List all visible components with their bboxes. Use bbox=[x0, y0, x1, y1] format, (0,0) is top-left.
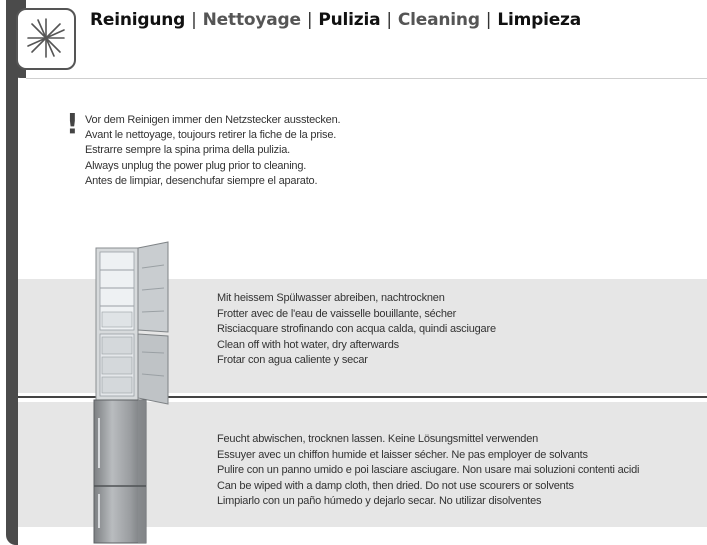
section-line: Risciacquare strofinando con acqua calda, quindi asciugare bbox=[217, 323, 496, 335]
fridge-closed-icon bbox=[88, 398, 152, 545]
title-separator: | bbox=[485, 10, 492, 30]
warning-line-es: Antes de limpiar, desenchufar siempre el aparato. bbox=[85, 174, 318, 187]
section-line: Essuyer avec un chiffon humide et laisser sécher. Ne pas employer de solvants bbox=[217, 448, 588, 461]
title-separator: | bbox=[386, 10, 392, 30]
fridge-open-icon bbox=[92, 240, 172, 406]
section-line: Clean off with hot water, dry afterwards bbox=[217, 338, 399, 351]
warning-line-en: Always unplug the power plug prior to cleaning. bbox=[85, 159, 307, 172]
page-title bbox=[90, 10, 581, 30]
left-rail bbox=[6, 0, 18, 545]
warning-line-it: Estrarre sempre la spina prima della pulizia. bbox=[85, 144, 290, 157]
header-divider bbox=[26, 78, 707, 79]
title-en: Cleaning bbox=[397, 10, 480, 30]
title-fr: Nettoyage bbox=[202, 10, 301, 30]
warning-icon: ! bbox=[66, 107, 79, 140]
section-line: Frotter avec de l'eau de vaisselle bouillante, sécher bbox=[217, 307, 457, 320]
warning-text bbox=[85, 113, 340, 189]
section-line: Limpiarlo con un paño húmedo y dejarlo secar. No utilizar disolventes bbox=[217, 495, 542, 507]
title-de: Reinigung bbox=[90, 10, 186, 30]
section-line: Can be wiped with a damp cloth, then dried. Do not use scourers or solvents bbox=[217, 479, 574, 492]
title-es: Limpieza bbox=[497, 10, 581, 30]
section-line: Frotar con agua caliente y secar bbox=[217, 354, 368, 366]
section-interior-text bbox=[217, 291, 496, 369]
logo-box bbox=[16, 8, 76, 70]
title-separator: | bbox=[306, 10, 313, 30]
warning-line-fr: Avant le nettoyage, toujours retirer la fiche de la prise. bbox=[85, 129, 337, 142]
title-it: Pulizia bbox=[318, 10, 381, 30]
section-exterior-text bbox=[217, 432, 639, 510]
asterisk-star-icon bbox=[24, 16, 68, 60]
warning-line-de: Vor dem Reinigen immer den Netzstecker ausstecken. bbox=[85, 114, 341, 126]
section-line: Feucht abwischen, trocknen lassen. Keine Lösungsmittel verwenden bbox=[217, 433, 539, 445]
title-separator: | bbox=[191, 10, 197, 30]
section-line: Pulire con un panno umido e poi lasciare asciugare. Non usare mai soluzioni contenti acidi bbox=[217, 464, 640, 476]
section-line: Mit heissem Spülwasser abreiben, nachtrocknen bbox=[217, 292, 445, 304]
